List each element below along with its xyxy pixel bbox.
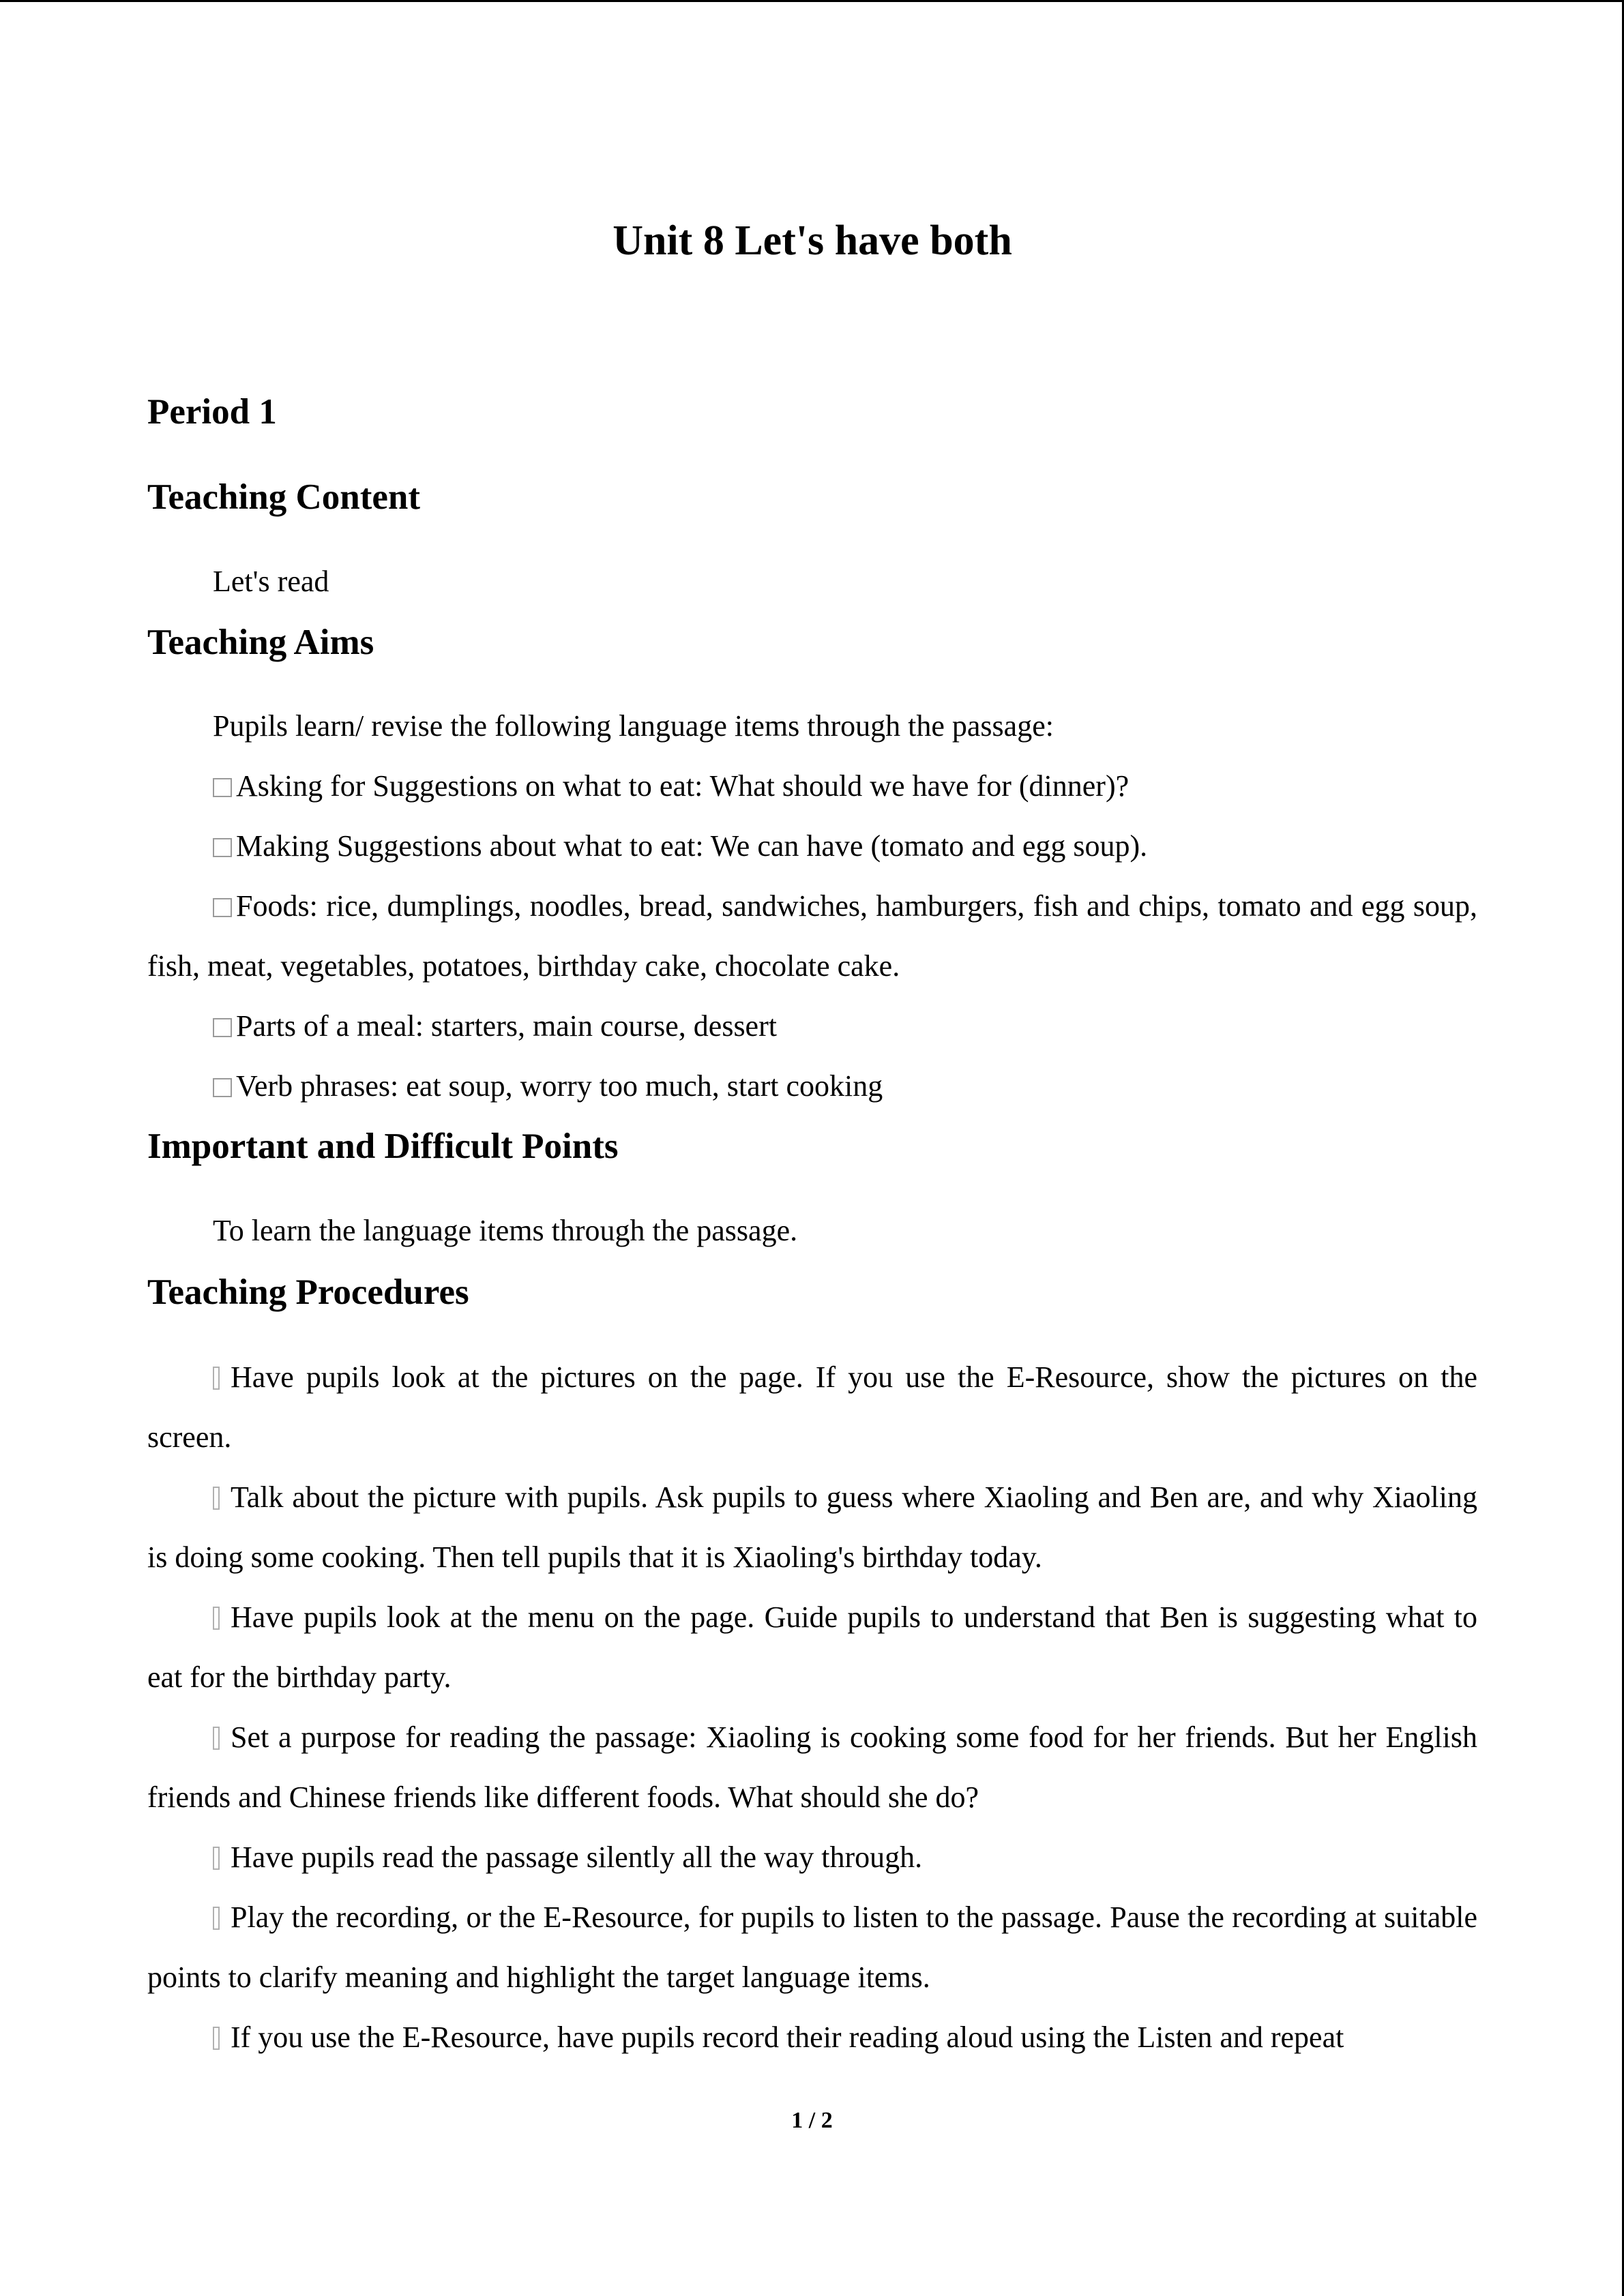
aim-item-text: Foods: rice, dumplings, noodles, bread, sandwiches, hamburgers, fish and chips, tomato and egg soup, fish, meat, vegetables, potatoes, birthday cake, chocolate cake. (147, 889, 1477, 983)
teaching-content-text: Let's read (213, 565, 329, 598)
step-marker-icon (213, 1907, 220, 1930)
aim-item-text: Making Suggestions about what to eat: We can have (tomato and egg soup). (236, 829, 1148, 863)
checkbox-bullet-icon (213, 838, 232, 857)
aim-item (147, 816, 1477, 876)
procedure-step (147, 1888, 1477, 2008)
procedure-step (147, 2008, 1477, 2068)
checkbox-bullet-icon (213, 1078, 232, 1097)
step-marker-icon (213, 2027, 220, 2050)
aim-item-text: Asking for Suggestions on what to eat: What should we have for (dinner)? (236, 769, 1130, 803)
step-marker-icon (213, 1487, 220, 1510)
procedure-step (147, 1828, 1477, 1888)
checkbox-bullet-icon (213, 898, 232, 917)
document-title: Unit 8 Let's have both (612, 218, 1012, 264)
aim-item-text: Verb phrases: eat soup, worry too much, start cooking (236, 1069, 883, 1103)
procedure-step-text: Set a purpose for reading the passage: Xiaoling is cooking some food for her friends. But her English friends and Chinese friends like different foods. What should she do? (147, 1720, 1477, 1814)
aim-item (147, 1056, 1477, 1116)
aim-item-text: Parts of a meal: starters, main course, dessert (236, 1009, 777, 1043)
procedure-step (147, 1708, 1477, 1828)
important-points-heading: Important and Difficult Points (147, 1127, 619, 1166)
aim-item (147, 756, 1477, 816)
procedure-step (147, 1467, 1477, 1587)
procedure-step (147, 1587, 1477, 1708)
procedure-step-text: Have pupils look at the menu on the page. Guide pupils to understand that Ben is suggesting what to eat for the birthday party. (147, 1600, 1477, 1694)
period-heading: Period 1 (147, 392, 277, 432)
procedure-step-text: Play the recording, or the E-Resource, for pupils to listen to the passage. Pause the recording at suitable points to clarify meaning and highlight the target language items. (147, 1900, 1477, 1994)
step-marker-icon (213, 1367, 220, 1390)
teaching-procedures-heading: Teaching Procedures (147, 1272, 469, 1312)
step-marker-icon (213, 1607, 220, 1630)
procedure-step-text: Have pupils read the passage silently all the way through. (231, 1840, 923, 1874)
checkbox-bullet-icon (213, 778, 232, 797)
step-marker-icon (213, 1847, 220, 1870)
procedure-step-text: Talk about the picture with pupils. Ask pupils to guess where Xiaoling and Ben are, and why Xiaoling is doing some cooking. Then tell pupils that it is Xiaoling's birthday today. (147, 1480, 1477, 1574)
step-marker-icon (213, 1727, 220, 1750)
teaching-aims-heading: Teaching Aims (147, 623, 374, 662)
aim-item (147, 876, 1477, 996)
procedure-step-text: If you use the E-Resource, have pupils record their reading aloud using the Listen and repeat (231, 2021, 1344, 2054)
teaching-content-heading: Teaching Content (147, 477, 421, 517)
aim-item (147, 996, 1477, 1056)
page-number: 1 / 2 (791, 2108, 833, 2133)
important-points-text: To learn the language items through the passage. (213, 1214, 798, 1247)
procedure-step-text: Have pupils look at the pictures on the page. If you use the E-Resource, show the pictures on the screen. (147, 1360, 1477, 1454)
procedure-step (147, 1347, 1477, 1467)
checkbox-bullet-icon (213, 1018, 232, 1037)
teaching-aims-intro: Pupils learn/ revise the following language items through the passage: (213, 709, 1054, 743)
